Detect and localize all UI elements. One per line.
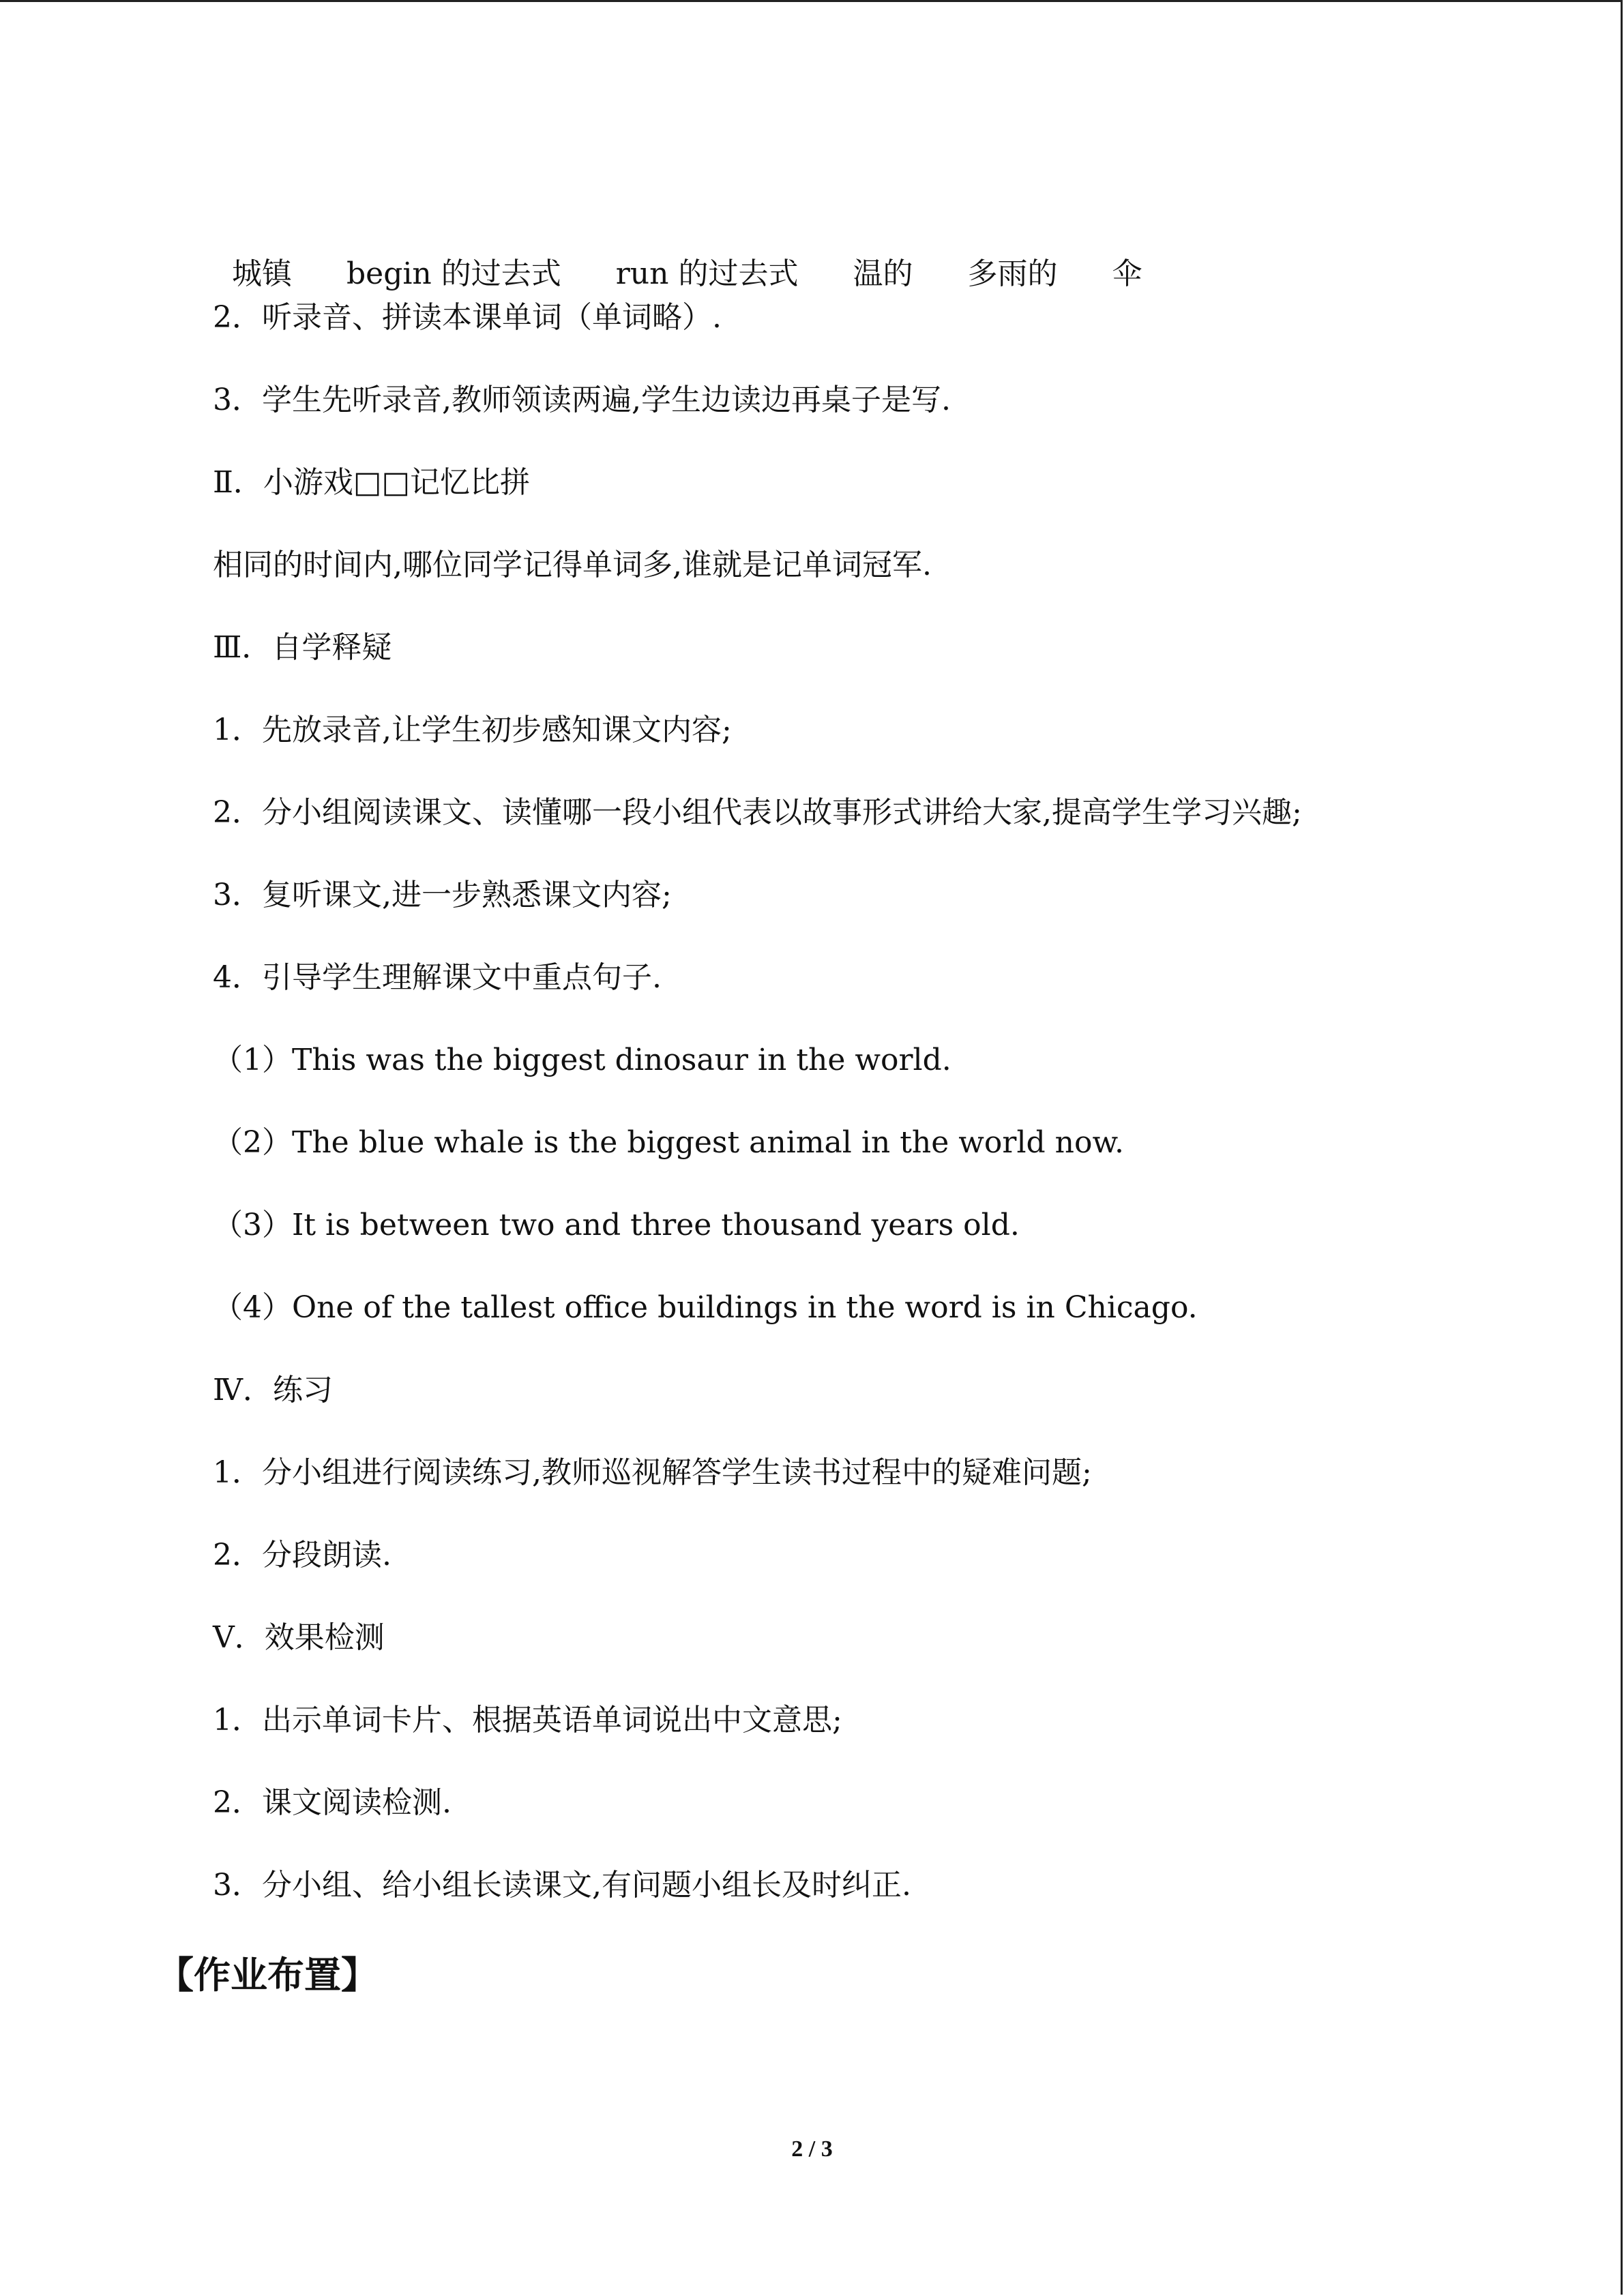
- step-line: 2．分小组阅读课文、读懂哪一段小组代表以故事形式讲给大家,提高学生学习兴趣;: [213, 795, 1302, 830]
- key-sentence: （1）This was the biggest dinosaur in the world.: [213, 1043, 951, 1077]
- homework-heading: 【作业布置】: [157, 1954, 378, 1997]
- key-sentence: （2）The blue whale is the biggest animal in the world now.: [213, 1125, 1124, 1160]
- vocab-item: 多雨的: [967, 256, 1058, 291]
- step-line: 4．引导学生理解课文中重点句子.: [213, 960, 662, 995]
- vocab-item: 城镇: [231, 256, 292, 291]
- key-sentence: （3）It is between two and three thousand years old.: [213, 1208, 1020, 1242]
- step-line: 1．分小组进行阅读练习,教师巡视解答学生读书过程中的疑难问题;: [213, 1455, 1092, 1490]
- step-line: 2．课文阅读检测.: [213, 1785, 452, 1820]
- vocab-item: 伞: [1112, 256, 1142, 291]
- vocab-item: 温的: [853, 256, 913, 291]
- body-text: 相同的时间内,哪位同学记得单词多,谁就是记单词冠军.: [213, 548, 932, 582]
- vocab-line: [213, 217, 1142, 293]
- page-number: 2 / 3: [791, 2136, 833, 2162]
- step-line: 2．听录音、拼读本课单词（单词略）.: [213, 300, 722, 335]
- section-title: Ⅲ．自学释疑: [213, 630, 392, 665]
- step-line: 3．分小组、给小组长读课文,有问题小组长及时纠正.: [213, 1868, 911, 1903]
- step-line: 1．出示单词卡片、根据英语单词说出中文意思;: [213, 1703, 842, 1738]
- section-title: Ⅳ．练习: [213, 1373, 333, 1407]
- step-line: 1．先放录音,让学生初步感知课文内容;: [213, 713, 732, 747]
- section-title: Ⅴ．效果检测: [213, 1620, 385, 1655]
- step-line: 2．分段朗读.: [213, 1538, 392, 1572]
- key-sentence: （4）One of the tallest office buildings in the word is in Chicago.: [213, 1290, 1198, 1325]
- vocab-item: begin 的过去式: [346, 256, 561, 291]
- vocab-item: run 的过去式: [615, 256, 799, 291]
- step-line: 3．学生先听录音,教师领读两遍,学生边读边再桌子是写.: [213, 383, 951, 417]
- section-title: Ⅱ．小游戏□□记忆比拼: [213, 465, 531, 500]
- step-line: 3．复听课文,进一步熟悉课文内容;: [213, 878, 672, 912]
